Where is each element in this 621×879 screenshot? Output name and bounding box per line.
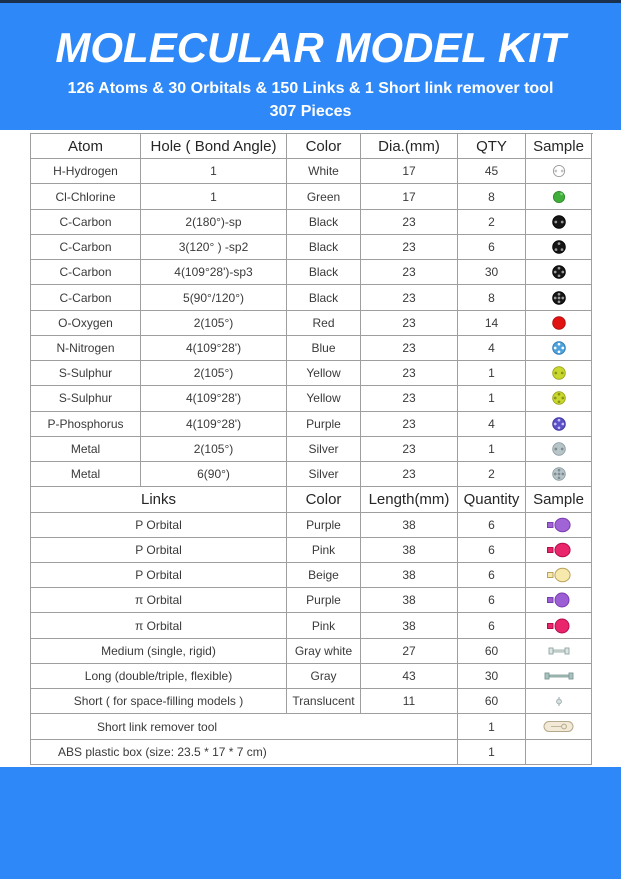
links-header-2: Length(mm) bbox=[361, 487, 458, 512]
atom-cell: P-Phosphorus bbox=[31, 412, 141, 437]
color-cell: White bbox=[287, 159, 361, 184]
length-cell: 38 bbox=[361, 613, 458, 638]
qty-cell: 1 bbox=[458, 386, 526, 411]
sample-plug-icon bbox=[554, 696, 564, 707]
table-row bbox=[31, 235, 593, 260]
atom-cell: N-Nitrogen bbox=[31, 336, 141, 361]
table-row bbox=[31, 664, 593, 689]
kit-contents-subtitle: 126 Atoms & 30 Orbitals & 150 Links & 1 Short link remover tool bbox=[67, 80, 554, 98]
diameter-cell: 23 bbox=[361, 336, 458, 361]
qty-cell: 4 bbox=[458, 412, 526, 437]
color-cell: Silver bbox=[287, 437, 361, 462]
sample-ball-icon bbox=[551, 441, 567, 457]
sample-cell bbox=[526, 664, 592, 689]
hole-angle-cell: 4(109°28') bbox=[141, 336, 287, 361]
qty-cell: 6 bbox=[458, 235, 526, 260]
item-label-cell: Short link remover tool bbox=[31, 714, 458, 739]
qty-cell: 1 bbox=[458, 437, 526, 462]
sample-cell bbox=[526, 210, 592, 235]
length-cell: 27 bbox=[361, 639, 458, 664]
color-cell: Translucent bbox=[287, 689, 361, 714]
atoms-header-3: Dia.(mm) bbox=[361, 134, 458, 159]
sample-cell bbox=[526, 361, 592, 386]
color-cell: Purple bbox=[287, 412, 361, 437]
atom-cell: H-Hydrogen bbox=[31, 159, 141, 184]
diameter-cell: 17 bbox=[361, 184, 458, 209]
length-cell: 38 bbox=[361, 513, 458, 538]
links-header-4: Sample bbox=[526, 487, 592, 512]
color-cell: Red bbox=[287, 311, 361, 336]
link-name-cell: P Orbital bbox=[31, 513, 287, 538]
sample-cell bbox=[526, 563, 592, 588]
diameter-cell: 23 bbox=[361, 386, 458, 411]
links-header-0: Links bbox=[31, 487, 287, 512]
color-cell: Black bbox=[287, 260, 361, 285]
sample-orbital-icon bbox=[546, 541, 572, 559]
sample-cell bbox=[526, 538, 592, 563]
sample-ball-icon bbox=[551, 416, 567, 432]
sample-capsule-icon bbox=[543, 720, 575, 733]
color-cell: Silver bbox=[287, 462, 361, 487]
qty-cell: 45 bbox=[458, 159, 526, 184]
diameter-cell: 23 bbox=[361, 235, 458, 260]
sample-ball-icon bbox=[551, 315, 567, 331]
table-row bbox=[31, 588, 593, 613]
content-panel bbox=[0, 130, 621, 767]
link-name-cell: P Orbital bbox=[31, 538, 287, 563]
hole-angle-cell: 2(180°)-sp bbox=[141, 210, 287, 235]
hole-angle-cell: 2(105°) bbox=[141, 361, 287, 386]
sample-cell bbox=[526, 513, 592, 538]
sample-cell bbox=[526, 437, 592, 462]
table-row bbox=[31, 714, 593, 739]
link-name-cell: Long (double/triple, flexible) bbox=[31, 664, 287, 689]
color-cell: Pink bbox=[287, 538, 361, 563]
qty-cell: 8 bbox=[458, 184, 526, 209]
qty-cell: 14 bbox=[458, 311, 526, 336]
hole-angle-cell: 6(90°) bbox=[141, 462, 287, 487]
qty-cell: 6 bbox=[458, 538, 526, 563]
sample-ball-icon bbox=[551, 264, 567, 280]
link-name-cell: π Orbital bbox=[31, 588, 287, 613]
atoms-header-1: Hole ( Bond Angle) bbox=[141, 134, 287, 159]
sample-cell bbox=[526, 336, 592, 361]
atom-cell: C-Carbon bbox=[31, 285, 141, 310]
qty-cell: 6 bbox=[458, 588, 526, 613]
table-row bbox=[31, 613, 593, 638]
color-cell: Blue bbox=[287, 336, 361, 361]
color-cell: Black bbox=[287, 235, 361, 260]
sample-orbital-icon bbox=[546, 617, 572, 635]
item-label-cell: ABS plastic box (size: 23.5 * 17 * 7 cm) bbox=[31, 740, 458, 765]
atom-cell: C-Carbon bbox=[31, 235, 141, 260]
atom-cell: Cl-Chlorine bbox=[31, 184, 141, 209]
color-cell: Pink bbox=[287, 613, 361, 638]
hole-angle-cell: 4(109°28') bbox=[141, 386, 287, 411]
color-cell: Purple bbox=[287, 513, 361, 538]
color-cell: Gray bbox=[287, 664, 361, 689]
table-row bbox=[31, 159, 593, 184]
length-cell: 38 bbox=[361, 563, 458, 588]
sample-dumbbell-icon bbox=[544, 670, 574, 682]
atoms-header-0: Atom bbox=[31, 134, 141, 159]
table-row bbox=[31, 386, 593, 411]
hole-angle-cell: 4(109°28') bbox=[141, 412, 287, 437]
qty-cell: 8 bbox=[458, 285, 526, 310]
length-cell: 38 bbox=[361, 538, 458, 563]
sample-ball-icon bbox=[551, 390, 567, 406]
table-row bbox=[31, 563, 593, 588]
qty-cell: 6 bbox=[458, 563, 526, 588]
link-name-cell: π Orbital bbox=[31, 613, 287, 638]
qty-cell: 60 bbox=[458, 639, 526, 664]
hole-angle-cell: 5(90°/120°) bbox=[141, 285, 287, 310]
links-header-1: Color bbox=[287, 487, 361, 512]
color-cell: Green bbox=[287, 184, 361, 209]
hole-angle-cell: 3(120° ) -sp2 bbox=[141, 235, 287, 260]
qty-cell: 30 bbox=[458, 260, 526, 285]
color-cell: Purple bbox=[287, 588, 361, 613]
sample-ball-icon bbox=[551, 214, 567, 230]
qty-cell: 6 bbox=[458, 513, 526, 538]
links-header-row bbox=[31, 487, 593, 512]
sample-cell bbox=[526, 184, 592, 209]
sample-cell bbox=[526, 159, 592, 184]
sample-cell bbox=[526, 639, 592, 664]
table-row bbox=[31, 538, 593, 563]
color-cell: Yellow bbox=[287, 361, 361, 386]
table-row bbox=[31, 639, 593, 664]
table-row bbox=[31, 462, 593, 487]
qty-cell: 1 bbox=[458, 740, 526, 765]
qty-cell: 4 bbox=[458, 336, 526, 361]
qty-cell: 1 bbox=[458, 361, 526, 386]
page-title: MOLECULAR MODEL KIT bbox=[55, 24, 566, 71]
links-header-3: Quantity bbox=[458, 487, 526, 512]
sample-cell bbox=[526, 412, 592, 437]
table-row bbox=[31, 740, 593, 765]
sample-cell bbox=[526, 714, 592, 739]
atom-cell: C-Carbon bbox=[31, 260, 141, 285]
sample-orbital-icon bbox=[546, 591, 572, 609]
atom-cell: S-Sulphur bbox=[31, 386, 141, 411]
qty-cell: 2 bbox=[458, 210, 526, 235]
sample-ball-icon bbox=[551, 290, 567, 306]
diameter-cell: 23 bbox=[361, 361, 458, 386]
qty-cell: 6 bbox=[458, 613, 526, 638]
atoms-header-4: QTY bbox=[458, 134, 526, 159]
color-cell: Black bbox=[287, 285, 361, 310]
sample-dumbbell-icon bbox=[548, 645, 570, 657]
atom-cell: O-Oxygen bbox=[31, 311, 141, 336]
sample-cell bbox=[526, 235, 592, 260]
sample-cell bbox=[526, 260, 592, 285]
sample-cell bbox=[526, 386, 592, 411]
atoms-header-row bbox=[31, 134, 593, 159]
sample-cell bbox=[526, 613, 592, 638]
sample-ball-icon bbox=[551, 163, 567, 179]
sample-cell bbox=[526, 740, 592, 765]
diameter-cell: 17 bbox=[361, 159, 458, 184]
sample-cell bbox=[526, 462, 592, 487]
table-row bbox=[31, 336, 593, 361]
table-row bbox=[31, 689, 593, 714]
atoms-header-5: Sample bbox=[526, 134, 592, 159]
header bbox=[0, 0, 621, 121]
sample-ball-icon bbox=[551, 189, 567, 205]
table-row bbox=[31, 285, 593, 310]
diameter-cell: 23 bbox=[361, 437, 458, 462]
color-cell: Gray white bbox=[287, 639, 361, 664]
hole-angle-cell: 4(109°28')-sp3 bbox=[141, 260, 287, 285]
link-name-cell: Medium (single, rigid) bbox=[31, 639, 287, 664]
color-cell: Beige bbox=[287, 563, 361, 588]
color-cell: Black bbox=[287, 210, 361, 235]
length-cell: 11 bbox=[361, 689, 458, 714]
sample-orbital-icon bbox=[546, 566, 572, 584]
table-row bbox=[31, 513, 593, 538]
sample-ball-icon bbox=[551, 239, 567, 255]
sample-cell bbox=[526, 285, 592, 310]
hole-angle-cell: 1 bbox=[141, 159, 287, 184]
diameter-cell: 23 bbox=[361, 260, 458, 285]
sample-ball-icon bbox=[551, 340, 567, 356]
atom-cell: C-Carbon bbox=[31, 210, 141, 235]
table-row bbox=[31, 184, 593, 209]
length-cell: 38 bbox=[361, 588, 458, 613]
length-cell: 43 bbox=[361, 664, 458, 689]
atom-cell: Metal bbox=[31, 437, 141, 462]
hole-angle-cell: 2(105°) bbox=[141, 437, 287, 462]
sample-ball-icon bbox=[551, 466, 567, 482]
sample-cell bbox=[526, 588, 592, 613]
table-row bbox=[31, 361, 593, 386]
sample-cell bbox=[526, 311, 592, 336]
sample-cell bbox=[526, 689, 592, 714]
link-name-cell: Short ( for space-filling models ) bbox=[31, 689, 287, 714]
total-pieces-label: 307 Pieces bbox=[269, 103, 352, 121]
diameter-cell: 23 bbox=[361, 462, 458, 487]
hole-angle-cell: 1 bbox=[141, 184, 287, 209]
sample-orbital-icon bbox=[546, 516, 572, 534]
diameter-cell: 23 bbox=[361, 311, 458, 336]
atom-cell: Metal bbox=[31, 462, 141, 487]
diameter-cell: 23 bbox=[361, 412, 458, 437]
table-row bbox=[31, 260, 593, 285]
table-row bbox=[31, 210, 593, 235]
table-row bbox=[31, 311, 593, 336]
atom-cell: S-Sulphur bbox=[31, 361, 141, 386]
spec-table bbox=[30, 133, 593, 765]
atoms-header-2: Color bbox=[287, 134, 361, 159]
color-cell: Yellow bbox=[287, 386, 361, 411]
sample-ball-icon bbox=[551, 365, 567, 381]
qty-cell: 30 bbox=[458, 664, 526, 689]
diameter-cell: 23 bbox=[361, 210, 458, 235]
diameter-cell: 23 bbox=[361, 285, 458, 310]
hole-angle-cell: 2(105°) bbox=[141, 311, 287, 336]
link-name-cell: P Orbital bbox=[31, 563, 287, 588]
qty-cell: 2 bbox=[458, 462, 526, 487]
table-row bbox=[31, 412, 593, 437]
table-row bbox=[31, 437, 593, 462]
qty-cell: 1 bbox=[458, 714, 526, 739]
qty-cell: 60 bbox=[458, 689, 526, 714]
